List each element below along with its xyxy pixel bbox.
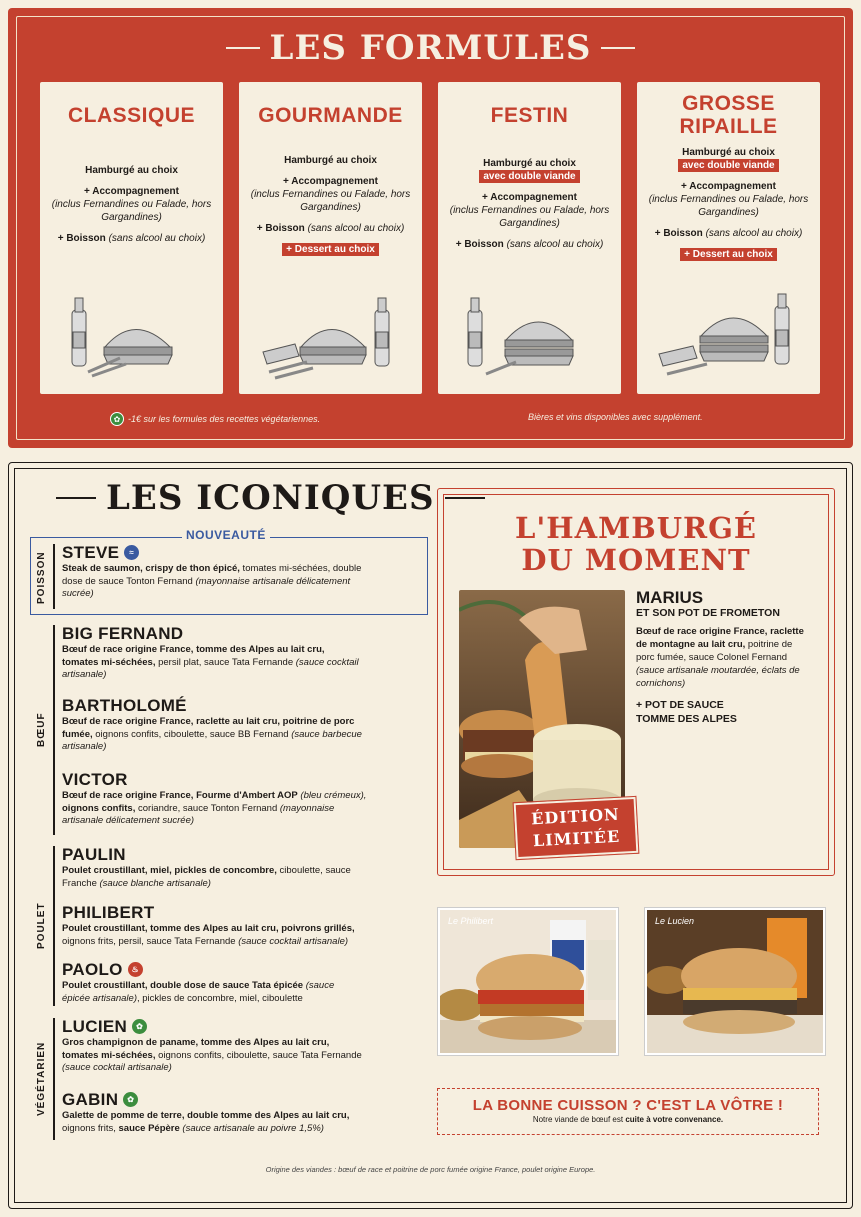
card-accomp-note: (inclus Fernandines ou Falade, hors Gargandines) xyxy=(648,194,809,218)
desc-italic: (sauce cocktail artisanale) xyxy=(62,1062,172,1073)
desc-bold: Steak de saumon, crispy de thon épicé, xyxy=(62,563,240,574)
formules-title xyxy=(0,28,861,68)
menu-item-paolo[interactable] xyxy=(62,960,362,1005)
moment-title xyxy=(437,512,835,576)
edition-line: ÉDITION xyxy=(530,804,621,829)
double-burger-drink-dessert-illustration xyxy=(657,292,797,380)
menu-item-gabin[interactable] xyxy=(62,1090,382,1135)
card-double-viande-tag: avec double viande xyxy=(479,170,579,183)
cuisson-title: LA BONNE CUISSON ? C'EST LA VÔTRE ! xyxy=(472,1097,784,1114)
category-boeuf: BŒUF xyxy=(36,712,47,748)
cuisson-banner xyxy=(437,1088,819,1135)
lucien-photo xyxy=(645,908,825,1055)
item-desc xyxy=(62,1037,362,1075)
veg-note-text: -1€ sur les formules des recettes végétariennes. xyxy=(128,414,321,424)
menu-item-victor[interactable] xyxy=(62,770,367,828)
card-base: Hamburgé au choix xyxy=(85,165,178,176)
card-accomp: + Accompagnement xyxy=(482,192,577,203)
item-name: VICTOR xyxy=(62,770,128,789)
menu-item-lucien[interactable] xyxy=(62,1017,362,1075)
desc-bold: Poulet croustillant, double dose de sauce Tata épicée xyxy=(62,980,304,991)
desc-text: poitrine de porc fumée, sauce Colonel Fernand xyxy=(636,639,793,663)
moment-title-line: L'HAMBURGÉ xyxy=(514,511,758,545)
desc-italic: (sauce barbecue artisanale) xyxy=(62,728,362,752)
category-poulet: POULET xyxy=(36,902,47,950)
menu-item-philibert[interactable] xyxy=(62,903,382,948)
formules-bieres-note: Bières et vins disponibles avec supplément. xyxy=(528,412,703,422)
origine-note: Origine des viandes : bœuf de race et poitrine de porc fumée origine France, poulet origine Europe. xyxy=(265,1165,596,1174)
item-name xyxy=(62,1017,362,1036)
category-vegetarien: VÉGÉTARIEN xyxy=(36,1041,47,1117)
item-desc xyxy=(62,563,362,601)
card-body xyxy=(643,146,814,261)
menu-item-big-fernand[interactable] xyxy=(62,624,362,682)
desc-italic: (sauce cocktail artisanale) xyxy=(62,656,359,680)
marius-description xyxy=(636,588,806,726)
desc-text: persil plat, sauce Tata Fernande xyxy=(155,656,296,668)
leaf-icon: ✿ xyxy=(132,1019,147,1034)
item-desc xyxy=(62,1110,382,1135)
formule-card-grosse-ripaille[interactable] xyxy=(637,82,820,394)
iconiques-title-text: LES ICONIQUES xyxy=(106,478,435,518)
card-base: Hamburgé au choix xyxy=(682,147,775,158)
item-name-text: GABIN xyxy=(62,1090,119,1109)
desc-bold: Bœuf de race origine France, tomme des Alpes au lait cru, tomates mi-séchées, xyxy=(62,644,325,668)
chili-icon: ♨ xyxy=(128,962,143,977)
item-name-text: STEVE xyxy=(62,543,120,562)
title-dash xyxy=(601,47,635,49)
menu-item-steve[interactable] xyxy=(62,543,362,601)
philibert-photo xyxy=(438,908,618,1055)
desc-italic: (sauce artisanale moutardée, éclats de cornichons) xyxy=(636,665,800,689)
item-name: BIG FERNAND xyxy=(62,624,184,643)
desc-text: oignons confits, ciboulette, sauce Tata Fernande xyxy=(155,1049,362,1061)
card-boisson: + Boisson xyxy=(455,239,504,250)
leaf-icon: ✿ xyxy=(110,412,124,426)
category-divider xyxy=(53,1018,55,1140)
desc-italic: (mayonnaise artisanale délicatement sucrée) xyxy=(62,575,351,599)
card-double-viande-tag: avec double viande xyxy=(678,159,778,172)
nouveaute-label: NOUVEAUTÉ xyxy=(182,528,270,542)
card-dessert-tag: + Dessert au choix xyxy=(282,243,379,256)
card-dessert-tag: + Dessert au choix xyxy=(680,248,777,261)
item-name xyxy=(62,960,362,979)
desc-bold: Poulet croustillant, miel, pickles de concombre, xyxy=(62,865,277,876)
card-name: CLASSIQUE xyxy=(67,104,195,127)
card-boisson-note: (sans alcool au choix) xyxy=(705,228,803,239)
edition-line: LIMITÉE xyxy=(532,826,621,851)
card-accomp-note: (inclus Fernandines ou Falade, hors Gargandines) xyxy=(250,189,411,213)
card-base: Hamburgé au choix xyxy=(483,158,576,169)
card-body xyxy=(444,157,615,251)
item-desc xyxy=(62,790,367,828)
card-name-line: RIPAILLE xyxy=(679,115,778,138)
desc-italic: (sauce cocktail artisanale) xyxy=(238,935,349,947)
iconiques-title xyxy=(46,478,495,518)
card-accomp-note: (inclus Fernandines ou Falade, hors Gargandines) xyxy=(51,199,212,223)
photo-caption: Le Lucien xyxy=(655,916,695,926)
item-name xyxy=(62,1090,382,1109)
leaf-icon: ✿ xyxy=(123,1092,138,1107)
marius-name: MARIUS xyxy=(636,588,704,607)
card-name xyxy=(637,92,820,138)
desc-text: tomates mi-séchées, double dose de sauce Tonton Fernand xyxy=(62,563,362,587)
title-dash xyxy=(226,47,260,49)
item-desc xyxy=(62,923,382,948)
lucien-burger-image xyxy=(647,910,825,1055)
card-name-line: GROSSE xyxy=(682,92,775,115)
formule-card-classique[interactable] xyxy=(40,82,223,394)
desc-bold: oignons confits, xyxy=(62,802,136,814)
card-boisson-note: (sans alcool au choix) xyxy=(506,239,604,250)
philibert-burger-image xyxy=(440,910,618,1055)
formules-veg-note xyxy=(110,412,320,426)
desc-bold: Bœuf de race origine France, raclette de montagne au lait cru, xyxy=(636,626,804,650)
marius-sauce xyxy=(636,698,806,726)
desc-bold: sauce Pépère xyxy=(118,1122,180,1134)
sauce-line: TOMME DES ALPES xyxy=(636,713,737,725)
formule-card-gourmande[interactable] xyxy=(239,82,422,394)
desc-bold: Poulet croustillant, tomme des Alpes au lait cru, poivrons grillés, xyxy=(62,923,355,934)
item-name xyxy=(62,543,362,562)
category-divider xyxy=(53,544,55,609)
desc-italic: (sauce blanche artisanale) xyxy=(99,877,211,889)
desc-bold: Gros champignon de paname, tomme des Alpes au lait cru, tomates mi-séchées, xyxy=(62,1037,330,1061)
menu-item-paulin[interactable] xyxy=(62,845,362,890)
desc-italic: (sauce épicée artisanale) xyxy=(62,980,335,1004)
cuisson-sub-bold: cuite à votre convenance. xyxy=(625,1115,724,1124)
item-name-text: LUCIEN xyxy=(62,1017,128,1036)
cuisson-sub xyxy=(438,1115,818,1124)
desc-bold: Bœuf de race origine France, raclette au lait cru, poitrine de porc fumée, xyxy=(62,716,355,740)
formules-title-text: LES FORMULES xyxy=(269,28,592,68)
desc-text: oignons confits, ciboulette, sauce BB Fernand xyxy=(92,728,292,740)
card-body xyxy=(46,164,217,245)
burger-drink-illustration xyxy=(60,292,200,380)
item-name: PAULIN xyxy=(62,845,126,864)
desc-text: oignons frits, xyxy=(62,1122,119,1134)
card-accomp: + Accompagnement xyxy=(84,186,179,197)
desc-italic: (sauce artisanale au poivre 1,5%) xyxy=(179,1122,324,1134)
fish-icon: ≈ xyxy=(124,545,139,560)
item-desc xyxy=(62,980,362,1005)
desc-bold: Bœuf de race origine France, Fourme d'Ambert AOP xyxy=(62,790,298,801)
card-body xyxy=(245,154,416,256)
card-accomp-note: (inclus Fernandines ou Falade, hors Gargandines) xyxy=(449,205,610,229)
photo-caption: Le Philibert xyxy=(448,916,494,926)
title-dash xyxy=(56,497,96,499)
desc-text: oignons frits, persil, sauce Tata Fernande xyxy=(62,935,239,947)
card-boisson-note: (sans alcool au choix) xyxy=(307,223,405,234)
desc-bold: Galette de pomme de terre, double tomme des Alpes au lait cru, xyxy=(62,1110,350,1121)
desc-italic: (mayonnaise artisanale délicatement sucrée) xyxy=(62,802,335,826)
category-divider xyxy=(53,846,55,1006)
sauce-line: + POT DE SAUCE xyxy=(636,699,724,711)
edition-limitee-badge xyxy=(514,797,639,859)
item-desc xyxy=(62,865,362,890)
cuisson-sub-text: Notre viande de bœuf est xyxy=(532,1115,626,1124)
marius-desc xyxy=(636,625,806,690)
moment-title-line: DU MOMENT xyxy=(521,543,751,577)
menu-item-bartholome[interactable] xyxy=(62,696,362,754)
card-boisson-note: (sans alcool au choix) xyxy=(108,233,206,244)
card-boisson: + Boisson xyxy=(654,228,703,239)
item-name: PHILIBERT xyxy=(62,903,155,922)
card-boisson: + Boisson xyxy=(256,223,305,234)
card-name: GOURMANDE xyxy=(258,104,403,127)
item-desc xyxy=(62,644,362,682)
marius-subtitle: ET SON POT DE FROMETON xyxy=(636,607,780,619)
item-name: BARTHOLOMÉ xyxy=(62,696,187,715)
desc-italic: (bleu crémeux), xyxy=(297,790,367,801)
card-accomp: + Accompagnement xyxy=(681,181,776,192)
card-name: FESTIN xyxy=(490,104,569,127)
card-base: Hamburgé au choix xyxy=(284,155,377,166)
card-boisson: + Boisson xyxy=(57,233,106,244)
desc-text: ciboulette, sauce Franche xyxy=(62,865,351,889)
item-name-text: PAOLO xyxy=(62,960,123,979)
desc-text: coriandre, sauce Tonton Fernand xyxy=(135,802,280,814)
desc-text: , pickles de concombre, miel, ciboulette xyxy=(137,992,303,1004)
card-accomp: + Accompagnement xyxy=(283,176,378,187)
category-divider xyxy=(53,625,55,835)
formule-card-festin[interactable] xyxy=(438,82,621,394)
burger-drink-dessert-illustration xyxy=(259,292,399,380)
item-desc xyxy=(62,716,362,754)
category-poisson: POISSON xyxy=(36,551,47,604)
double-burger-drink-illustration xyxy=(458,292,598,380)
